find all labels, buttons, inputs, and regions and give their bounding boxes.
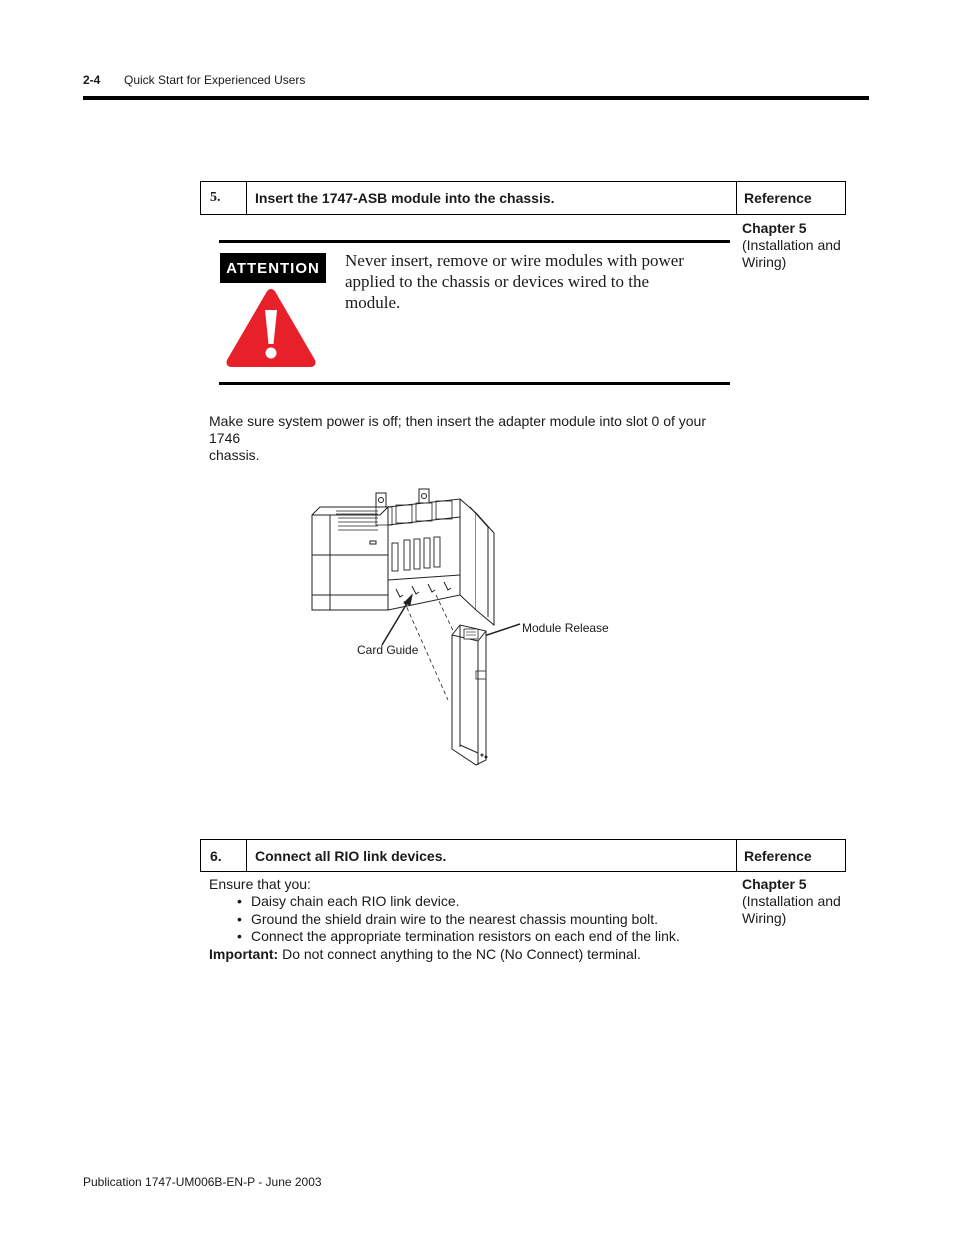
reference-detail: (Installation and bbox=[742, 893, 841, 909]
list-item: • Connect the appropriate termination resistors on each end of the link. bbox=[237, 928, 729, 946]
step-number: 5. bbox=[201, 182, 247, 214]
attention-top-rule bbox=[219, 240, 730, 243]
step-5-header bbox=[200, 181, 846, 215]
reference-detail: (Installation and bbox=[742, 237, 841, 253]
instruction-line: chassis. bbox=[209, 447, 260, 463]
reference-chapter: Chapter 5 bbox=[742, 876, 807, 892]
attention-message bbox=[345, 250, 725, 313]
reference-header: Reference bbox=[744, 190, 812, 206]
step-6-intro: Ensure that you: bbox=[209, 876, 311, 892]
attention-line: Never insert, remove or wire modules with power bbox=[345, 251, 684, 270]
attention-line: applied to the chassis or devices wired to the bbox=[345, 272, 650, 291]
section-title: Quick Start for Experienced Users bbox=[124, 73, 306, 87]
step-6-reference bbox=[742, 876, 841, 927]
header-rule bbox=[83, 96, 869, 100]
list-item: • Ground the shield drain wire to the nearest chassis mounting bolt. bbox=[237, 911, 729, 929]
reference-detail: Wiring) bbox=[742, 910, 787, 926]
step-number: 6. bbox=[201, 840, 247, 871]
warning-triangle-icon bbox=[224, 286, 318, 370]
important-note bbox=[209, 946, 729, 963]
attention-badge: ATTENTION bbox=[220, 253, 326, 283]
step-6-body bbox=[209, 876, 729, 963]
attention-bottom-rule bbox=[219, 382, 730, 385]
reference-header: Reference bbox=[744, 847, 812, 864]
instruction-line: Make sure system power is off; then insert the adapter module into slot 0 of your 1746 bbox=[209, 413, 706, 446]
step-title: Insert the 1747-ASB module into the chassis. bbox=[247, 182, 737, 214]
attention-line: module. bbox=[345, 293, 401, 312]
card-guide-label: Card Guide bbox=[357, 643, 419, 657]
important-label: Important: bbox=[209, 945, 279, 962]
page-number: 2-4 bbox=[83, 73, 101, 87]
module-release-label: Module Release bbox=[522, 621, 609, 635]
important-text: Do not connect anything to the NC (No Connect) terminal. bbox=[278, 945, 641, 962]
reference-chapter: Chapter 5 bbox=[742, 220, 807, 236]
step-6-bullets bbox=[237, 893, 729, 946]
step-6-header bbox=[200, 839, 846, 872]
publication-footer: Publication 1747-UM006B-EN-P - June 2003 bbox=[83, 1175, 322, 1189]
step-5-instruction bbox=[209, 413, 729, 464]
step-title: Connect all RIO link devices. bbox=[247, 840, 737, 871]
list-item: • Daisy chain each RIO link device. bbox=[237, 893, 729, 911]
reference-detail: Wiring) bbox=[742, 254, 787, 270]
step-5-reference bbox=[742, 220, 841, 271]
